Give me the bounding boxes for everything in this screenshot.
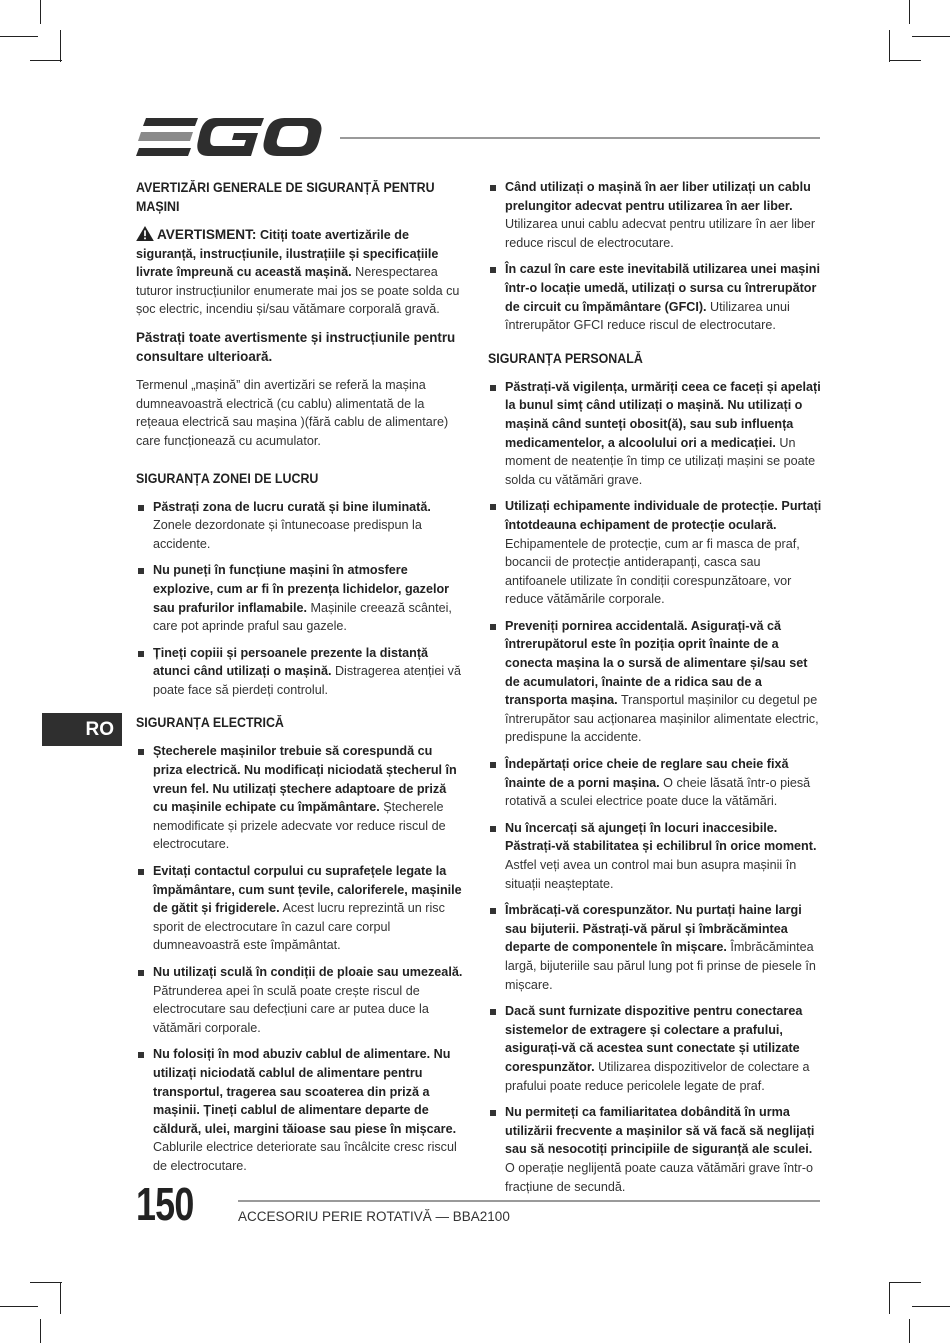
crop-mark	[30, 1282, 62, 1283]
language-tab: RO	[42, 713, 122, 746]
crop-mark	[889, 1282, 921, 1283]
crop-mark	[40, 1319, 41, 1343]
bullet-icon	[490, 826, 496, 832]
warning-text: Nerespectarea tuturor instrucțiunilor enumerate mai jos se poate solda cu șoc electric, incendiu și/sau vătămare corporală gravă.	[136, 265, 460, 317]
bullet-icon	[138, 651, 144, 657]
bullet-icon	[490, 267, 496, 273]
list-item: Țineți copiii și persoanele prezente la distanță atunci când utilizați o mașină. Distragerea atenției vă poate face să pierdeți controlul.	[136, 644, 464, 700]
bullet-icon	[490, 185, 496, 191]
list-item: Îndepărtați orice cheie de reglare sau cheie fixă înainte de a porni mașina. O cheie lăsată într-o piesă rotativă a sculei electrice poate duce la vătămări.	[488, 755, 822, 811]
bullet-icon	[138, 568, 144, 574]
right-column	[488, 178, 822, 1210]
list-item: Nu folosiți în mod abuziv cablul de alimentare. Nu utilizați niciodată cablul de alimentare pentru transportul, tragerea sau scoaterea din priză a mașinii. Țineți cablul de alimentare departe de căldură, ulei, margini tăioase sau piese în mișcare. Cablurile electrice deteriorate sau încâlcite cresc riscul de electrocutare.	[136, 1045, 464, 1175]
ego-logo	[136, 116, 322, 158]
crop-mark	[889, 60, 921, 61]
left-column	[136, 178, 464, 1190]
list-item: Nu permiteți ca familiaritatea dobândită în urma utilizării frecvente a mașinilor să vă facă să neglijați sau să nesocotiți principiile de siguranță ale sculei. O operație neglijentă poate cauza vătămări grave într-o fracțiune de secundă.	[488, 1103, 822, 1196]
list-item: Nu puneți în funcțiune mașini în atmosfere explozive, cum ar fi în prezența lichidelor, gazelor sau prafurilor inflamabile. Mașinile creează scântei, care pot aprinde praful sau gazele.	[136, 561, 464, 635]
term-definition: Termenul „mașină” din avertizări se referă la mașina dumneavoastră electrică (cu cablu) alimentată de la rețeaua electrică sau mașina )(fără cablu de alimentare) care funcționează cu acumulator.	[136, 378, 449, 448]
list-item: Evitați contactul corpului cu suprafețele legate la împământare, cum sunt țevile, caloriferele, mașinile de gătit și frigiderele. Acest lucru reprezintă un risc sporit de electrocutare în cazul care corpul dumneavoastră este împământat.	[136, 862, 464, 955]
warning-label: AVERTISMENT:	[157, 227, 257, 242]
crop-mark	[60, 1282, 61, 1314]
crop-mark	[909, 0, 910, 24]
crop-mark	[40, 0, 41, 24]
crop-mark	[889, 1282, 890, 1314]
page-number: 150	[136, 1178, 194, 1230]
personal-safety-list	[488, 378, 822, 1196]
list-item: Dacă sunt furnizate dispozitive pentru conectarea sistemelor de extragere și colectare a prafului, asigurați-vă că acestea sunt conectate și utilizate corespunzător. Utilizarea dispozitivelor de colectare a prafului poate reduce pericolele legate de praf.	[488, 1002, 822, 1095]
crop-mark	[0, 1306, 38, 1307]
footer-rule	[238, 1200, 820, 1202]
work-area-heading: SIGURANȚA ZONEI DE LUCRU	[136, 470, 319, 486]
bullet-icon	[138, 970, 144, 976]
bullet-icon	[138, 1052, 144, 1058]
personal-safety-heading: SIGURANȚA PERSONALĂ	[488, 350, 643, 366]
keep-instructions-note: Păstrați toate avertismente și instrucțiunile pentru consultare ulterioară.	[136, 329, 456, 364]
warning-triangle-icon	[136, 226, 154, 241]
list-item: Păstrați-vă vigilența, urmăriți ceea ce faceți și apelați la bunul simț când utilizați o mașină. Nu utilizați o mașină când sunteți obosit(ă), sau sub influența medicamentelor, a alcoolului ori a medicației. Un moment de neatenție în timp ce utilizați mașini se poate solda cu vătămări grave.	[488, 378, 822, 490]
footer-document-title: ACCESORIU PERIE ROTATIVĂ — BBA2100	[238, 1209, 510, 1224]
electrical-safety-heading: SIGURANȚA ELECTRICĂ	[136, 715, 284, 731]
list-item: Nu încercați să ajungeți în locuri inaccesibile. Păstrați-vă stabilitatea și echilibrul în orice moment. Astfel veți avea un control mai bun asupra mașinii în situații neașteptate.	[488, 819, 822, 893]
crop-mark	[889, 30, 890, 62]
list-item: Preveniți pornirea accidentală. Asigurați-vă că întrerupătorul este în poziția oprit înainte de a conecta mașina la o sursă de alimentare și/sau set de acumulatori, înainte de a ridica sau de a transporta mașina. Transportul mașinilor cu degetul pe întrerupător sau acționarea mașinilor alimentate electric, predispune la accidente.	[488, 617, 822, 747]
bullet-icon	[490, 385, 496, 391]
list-item: Utilizați echipamente individuale de protecție. Purtați întotdeauna echipament de protecție oculară. Echipamentele de protecție, cum ar fi masca de praf, bocancii de protecție antiderapanți, casca sau antifoanele utilizate în condiții corespunzătoare, vor reduce vătămările corporale.	[488, 497, 822, 609]
list-item: Ștecherele mașinilor trebuie să corespundă cu priza electrică. Nu modificați niciodată ștecherul în vreun fel. Nu utilizați ștechere adaptoare de priză cu mașinile echipate cu împământare. Ștecherele nemodificate și prizele adecvate vor reduce riscul de electrocutare.	[136, 742, 464, 854]
bullet-icon	[138, 749, 144, 755]
warning-paragraph	[136, 226, 464, 319]
list-item: În cazul în care este inevitabilă utilizarea unei mașini într-o locație umedă, utilizați o sursa cu întrerupător de circuit cu împământare (GFCI). Utilizarea unui întrerupător GFCI reduce riscul de electrocutare.	[488, 260, 822, 334]
electrical-list	[136, 742, 464, 1175]
header-rule	[340, 137, 820, 139]
crop-mark	[912, 1306, 950, 1307]
crop-mark	[0, 36, 38, 37]
bullet-icon	[138, 869, 144, 875]
bullet-icon	[490, 1009, 496, 1015]
list-item: Îmbrăcați-vă corespunzător. Nu purtați haine largi sau bijuterii. Păstrați-vă părul și îmbrăcămintea departe de componentele în mișcare. Îmbrăcămintea largă, bijuteriile sau părul lung pot fi prinse de piesele în mișcare.	[488, 901, 822, 994]
bullet-icon	[490, 624, 496, 630]
crop-mark	[909, 1319, 910, 1343]
crop-mark	[30, 60, 62, 61]
list-item: Păstrați zona de lucru curată și bine iluminată. Zonele dezordonate și întunecoase predispun la accidente.	[136, 498, 464, 554]
crop-mark	[912, 36, 950, 37]
bullet-icon	[490, 908, 496, 914]
crop-mark	[60, 30, 61, 62]
bullet-icon	[490, 762, 496, 768]
list-item: Nu utilizați sculă în condiții de ploaie sau umezeală. Pătrunderea apei în sculă poate crește riscul de electrocutare sau defecțiuni care ar putea duce la vătămări corporale.	[136, 963, 464, 1037]
general-safety-heading: AVERTIZĂRI GENERALE DE SIGURANȚĂ PENTRU MAȘINI	[136, 180, 435, 214]
list-item: Când utilizați o mașină în aer liber utilizați un cablu prelungitor adecvat pentru utilizarea în aer liber. Utilizarea unui cablu adecvat pentru utilizare în aer liber reduce riscul de electrocutare.	[488, 178, 822, 252]
work-area-list	[136, 498, 464, 700]
bullet-icon	[490, 504, 496, 510]
bullet-icon	[138, 505, 144, 511]
bullet-icon	[490, 1110, 496, 1116]
electrical-list-continued	[488, 178, 822, 335]
warning-bold-text: Citiți toate avertizările de siguranță, instrucțiunile, ilustrațiile și specificațiile livrate împreună cu această mașină.	[136, 228, 439, 280]
